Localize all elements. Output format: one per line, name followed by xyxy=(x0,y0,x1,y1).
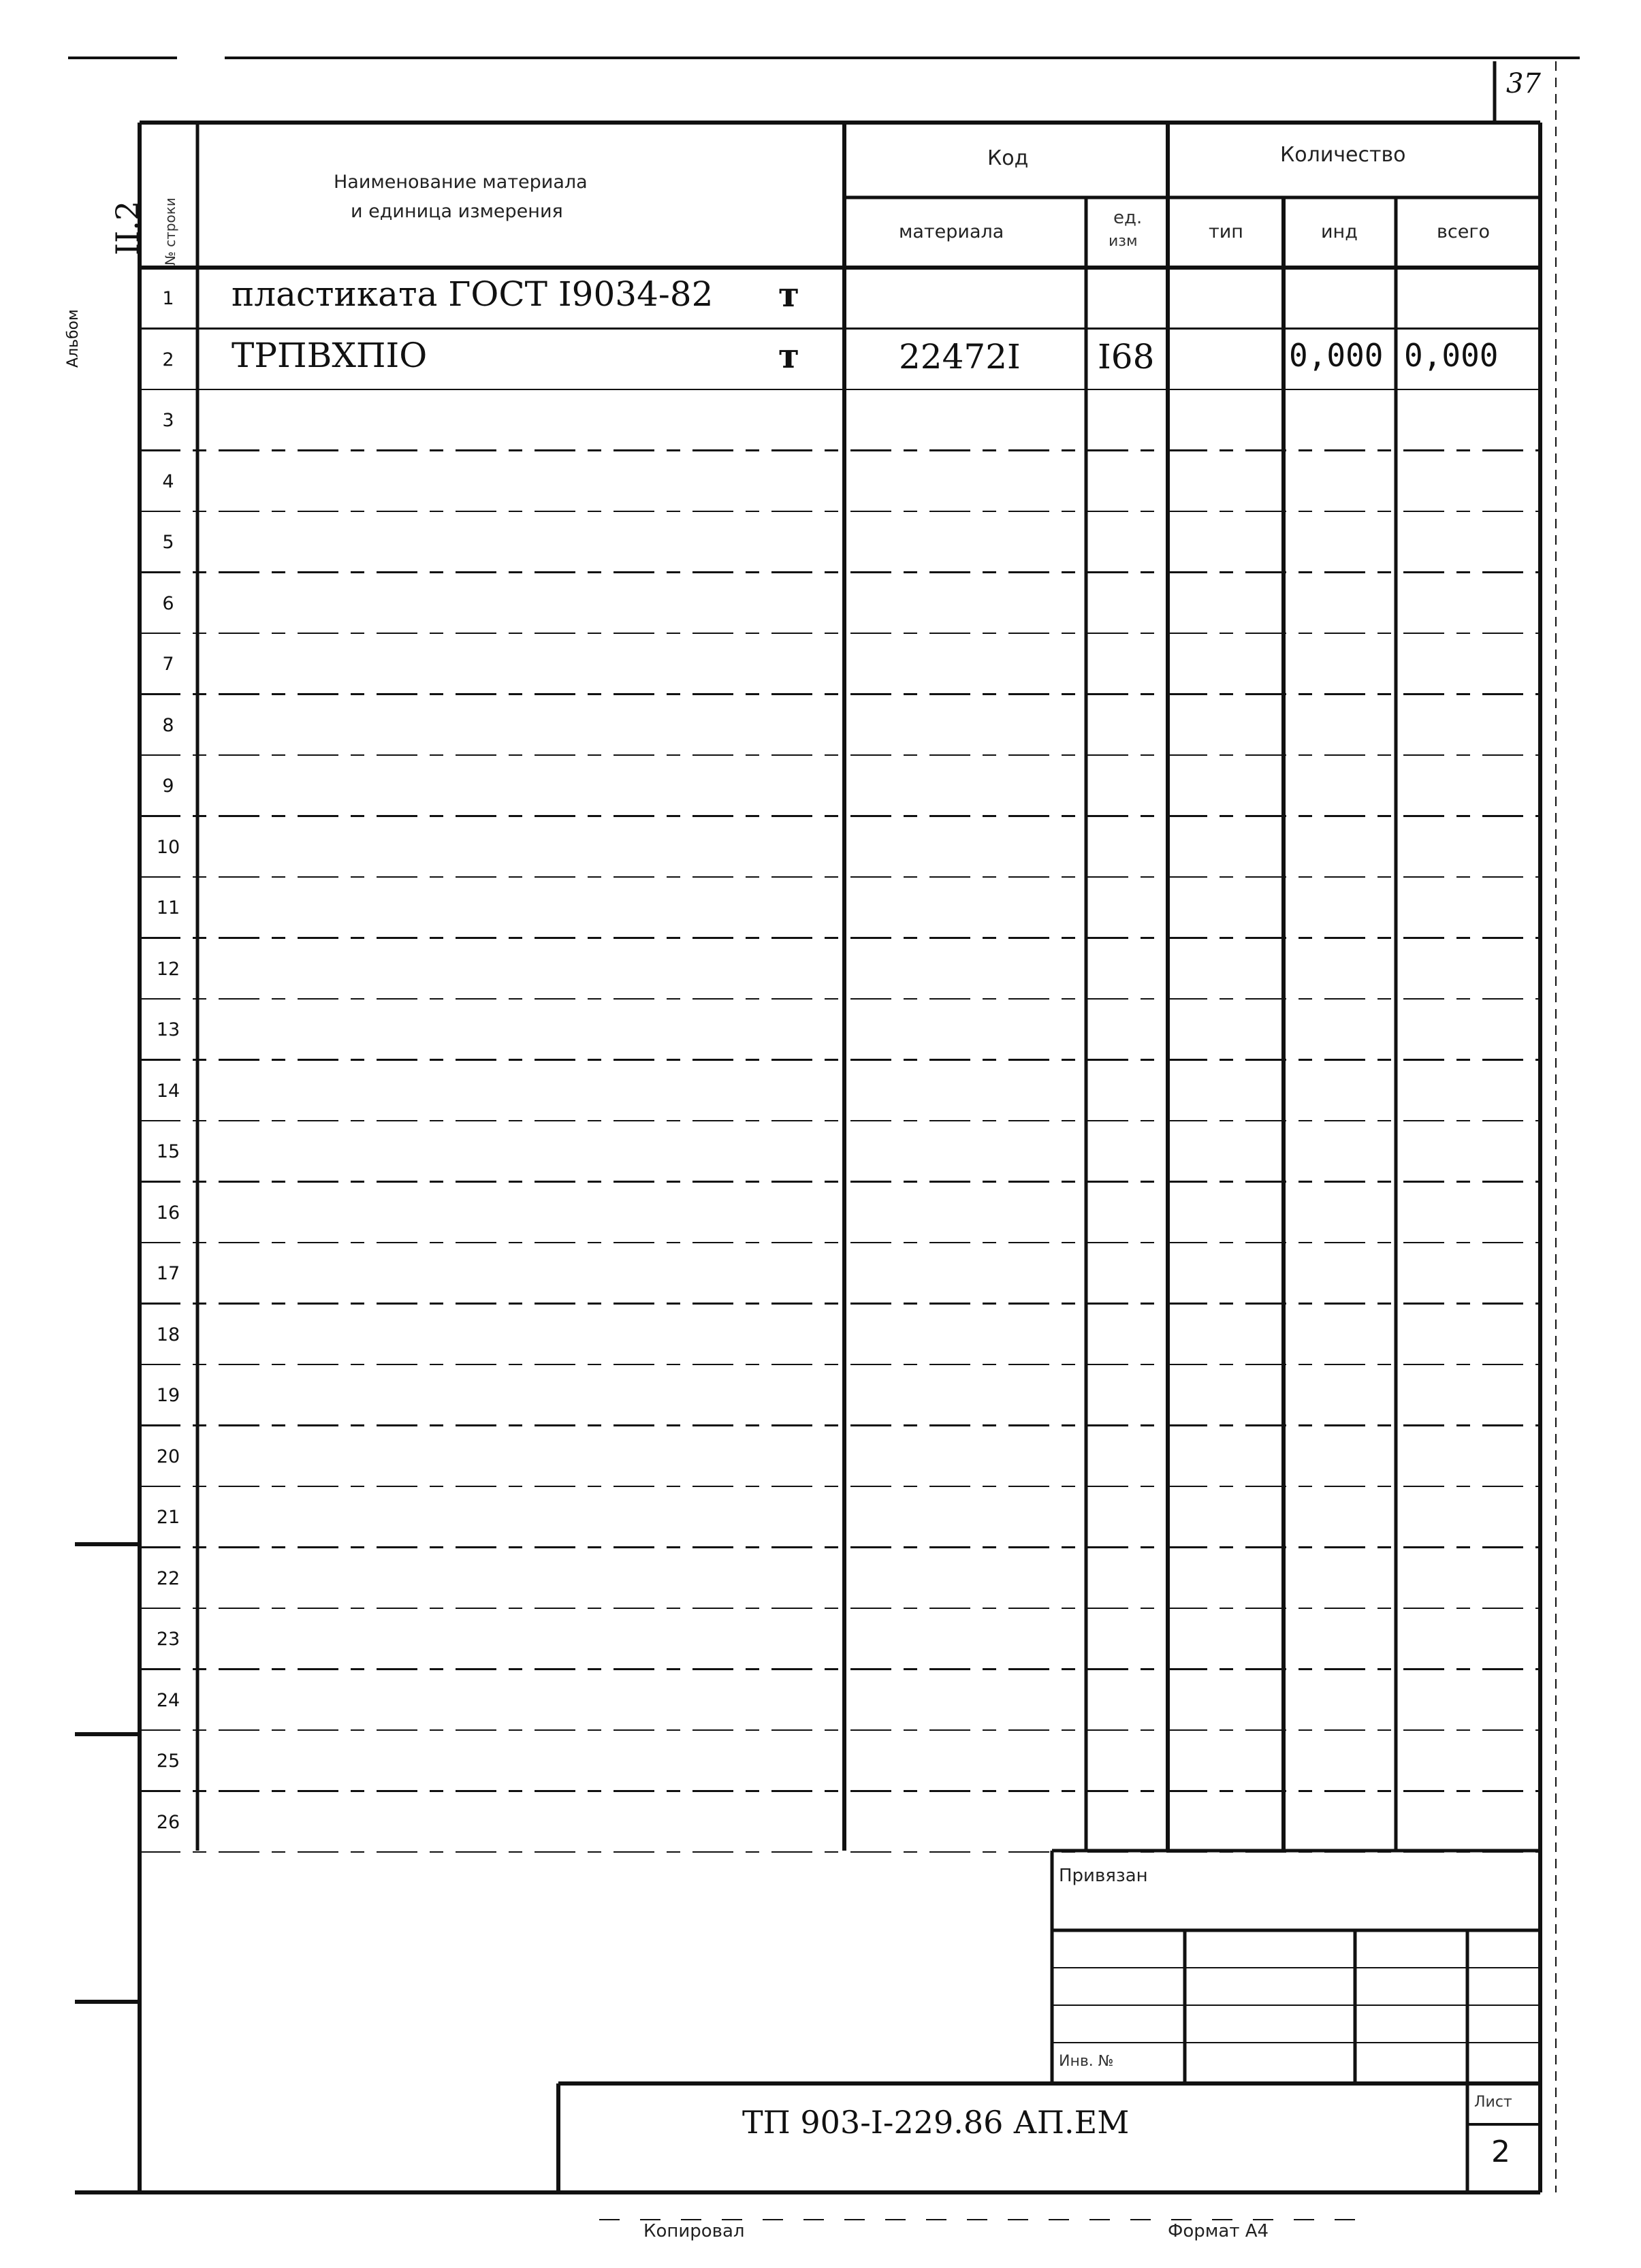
row-number: 9 xyxy=(162,776,174,797)
header-name-line1: Наименование материала xyxy=(334,172,588,193)
row-number: 4 xyxy=(162,470,174,492)
row-number: 20 xyxy=(156,1446,180,1467)
stamp-sheet-number: 2 xyxy=(1491,2135,1510,2169)
row-number: 23 xyxy=(156,1629,180,1650)
header-material: материала xyxy=(899,221,1004,242)
row-material-name: ТРПВХПIО xyxy=(232,335,428,375)
row-number: 18 xyxy=(156,1324,180,1345)
row-number: 15 xyxy=(156,1141,180,1162)
footer-copied: Копировал xyxy=(643,2221,745,2241)
row-number: 24 xyxy=(156,1689,180,1711)
row-number: 13 xyxy=(156,1019,180,1040)
row-number: 11 xyxy=(156,897,180,919)
header-total: всего xyxy=(1437,221,1491,242)
footer-format: Формат А4 xyxy=(1168,2221,1269,2241)
row-number: 16 xyxy=(156,1202,180,1224)
header-unit-line1: ед. xyxy=(1113,208,1143,228)
header-code: Код xyxy=(987,146,1029,170)
row-number: 8 xyxy=(162,714,174,736)
header-quantity: Количество xyxy=(1280,143,1406,167)
stamp-doc-code: ТП 903-I-229.86 АП.ЕМ xyxy=(742,2104,1130,2141)
row-number: 10 xyxy=(156,836,180,858)
row-unit: т xyxy=(778,335,799,376)
row-number: 26 xyxy=(156,1811,180,1833)
row-qty-total: 0,000 xyxy=(1404,336,1499,374)
row-number: 12 xyxy=(156,958,180,980)
row-number: 1 xyxy=(162,288,174,309)
header-unit-line2: изм xyxy=(1109,233,1138,250)
row-number: 22 xyxy=(156,1567,180,1589)
row-number: 7 xyxy=(162,654,174,675)
row-number: 14 xyxy=(156,1080,180,1102)
header-typ: тип xyxy=(1209,221,1243,242)
row-material-code: 22472I xyxy=(899,336,1021,377)
header-name-line2: и единица измерения xyxy=(351,201,563,222)
row-number: 2 xyxy=(162,349,174,370)
row-number: 19 xyxy=(156,1385,180,1406)
album-number: II.2 xyxy=(109,200,146,255)
album-label: Альбом xyxy=(65,309,82,368)
page-number: 37 xyxy=(1506,68,1541,99)
stamp-linked: Привязан xyxy=(1059,1866,1148,1886)
header-row-no: № строки xyxy=(162,197,178,266)
row-number: 3 xyxy=(162,410,174,431)
row-number: 25 xyxy=(156,1751,180,1772)
stamp-sheet-label: Лист xyxy=(1474,2094,1512,2111)
row-material-name: пластиката ГОСТ I9034-82 xyxy=(232,274,714,314)
header-ind: инд xyxy=(1321,221,1358,242)
row-unit: т xyxy=(778,274,799,315)
row-number: 21 xyxy=(156,1507,180,1528)
row-number: 6 xyxy=(162,592,174,614)
row-qty-ind: 0,000 xyxy=(1289,336,1384,374)
row-number: 17 xyxy=(156,1263,180,1284)
stamp-inv-no: Инв. № xyxy=(1059,2053,1114,2070)
row-unit-code: I68 xyxy=(1098,336,1155,377)
row-number: 5 xyxy=(162,532,174,553)
